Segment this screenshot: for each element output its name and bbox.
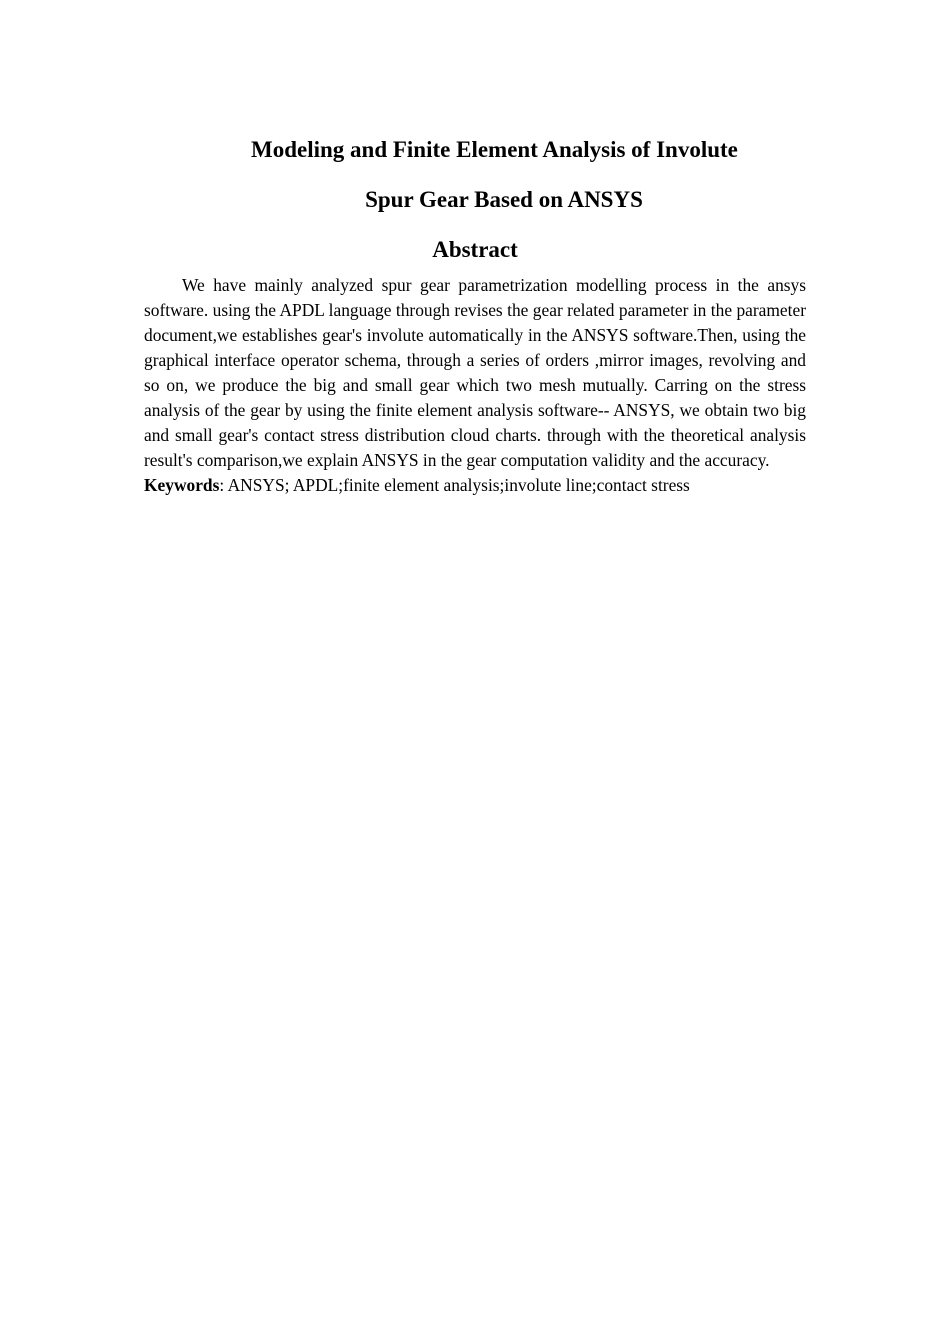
keywords-line xyxy=(144,473,806,498)
keywords-label: Keywords xyxy=(144,475,220,495)
paper-title-line-1: Modeling and Finite Element Analysis of Involute xyxy=(251,137,738,162)
keywords-separator: : xyxy=(219,475,228,495)
keywords-value: ANSYS; APDL;finite element analysis;involute line;contact stress xyxy=(227,475,690,495)
abstract-section xyxy=(144,273,806,498)
abstract-paragraph: We have mainly analyzed spur gear parametrization modelling process in the ansys software. using the APDL language through revises the gear related parameter in the parameter document,we establishes gear's involute automatically in the ANSYS software.Then, using the graphical interface operator schema, through a series of orders ,mirror images, revolving and so on, we produce the big and small gear which two mesh mutually. Carring on the stress analysis of the gear by using the finite element analysis software-- ANSYS, we obtain two big and small gear's contact stress distribution cloud charts. through with the theoretical analysis result's comparison,we explain ANSYS in the gear computation validity and the accuracy. xyxy=(144,275,806,470)
paper-title-line-2: Spur Gear Based on ANSYS xyxy=(365,187,643,212)
abstract-heading: Abstract xyxy=(432,237,518,262)
